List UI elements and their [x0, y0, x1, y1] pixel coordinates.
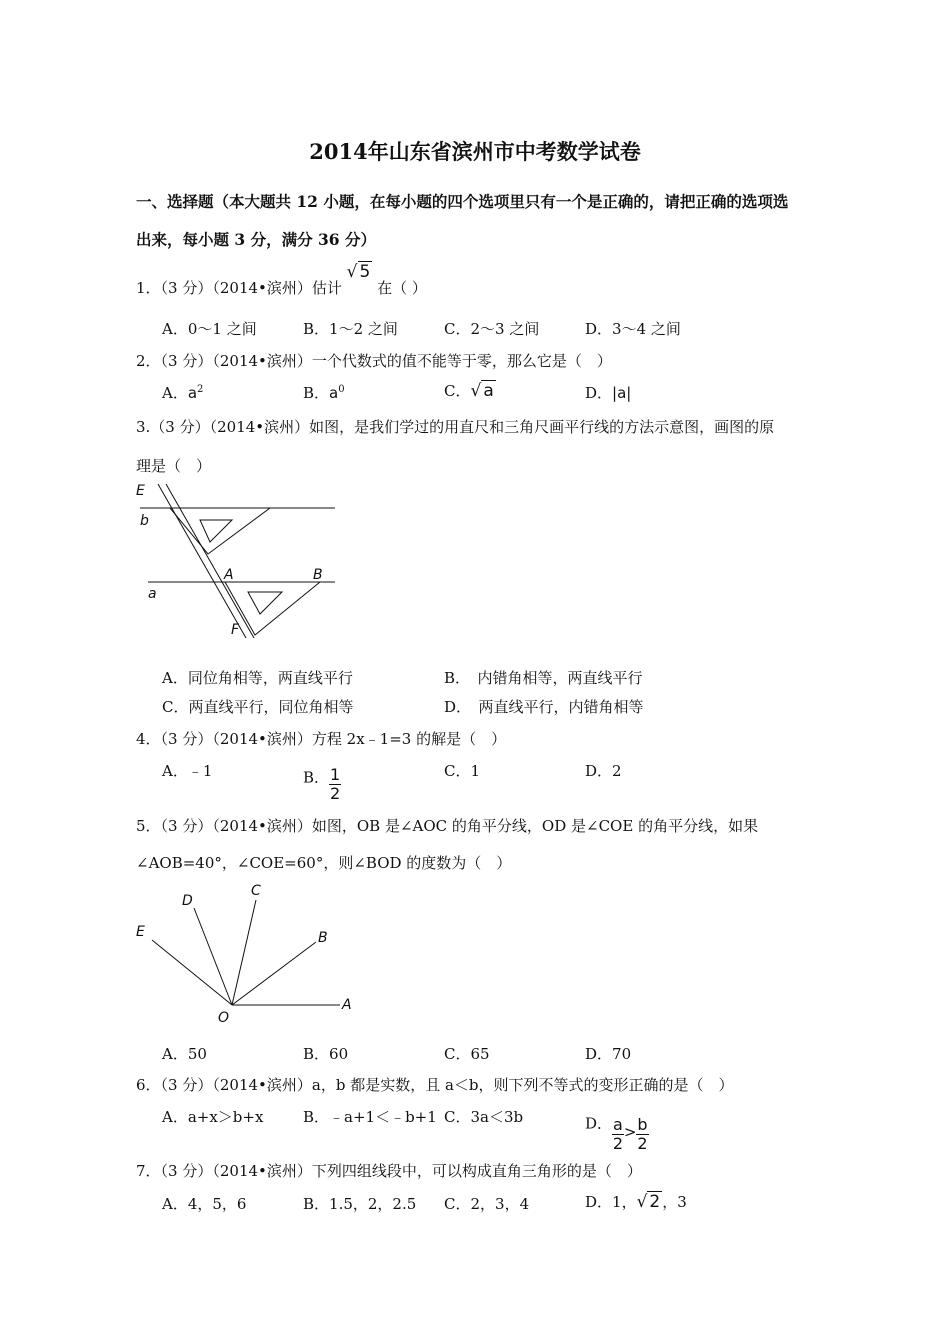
q2-option-d	[585, 382, 631, 403]
sqrt-5-radicand: 5	[359, 262, 371, 282]
fraction-numerator: b	[637, 1115, 648, 1134]
question-5-line2: ∠AOB=40°，∠COE=60°，则∠BOD 的度数为（ ）	[136, 854, 512, 872]
q2-option-a	[162, 382, 203, 403]
q6-option-d-label: D．	[585, 1114, 613, 1133]
triangle-bottom-inner	[248, 592, 282, 614]
question-1-prefix: 1．（3 分）（2014•滨州）估计	[136, 279, 342, 297]
q3-option-c: C．两直线平行，同位角相等	[162, 698, 354, 716]
q2-option-b-exp: 0	[338, 384, 345, 395]
q2-option-d-label: D．	[585, 384, 613, 402]
q3-option-b: B． 内错角相等，两直线平行	[444, 669, 643, 687]
q7-option-d	[585, 1191, 687, 1212]
q2-option-a-exp: 2	[197, 384, 204, 395]
q5-option-d: D．70	[585, 1045, 632, 1063]
question-4: 4．（3 分）（2014•滨州）方程 2x﹣1=3 的解是（ ）	[136, 730, 507, 748]
section-heading-line2: 出来，每小题 3 分，满分 36 分）	[136, 230, 376, 249]
sqrt-a-radicand: a	[483, 381, 494, 401]
page-title: 2014年山东省滨州市中考数学试卷	[309, 139, 641, 164]
ruler-edge-left	[158, 484, 246, 638]
greater-than-sign: >	[623, 1122, 637, 1141]
q5-option-c: C．65	[444, 1045, 490, 1063]
sqrt-a: √ a	[470, 381, 494, 401]
sqrt-5: √ 5	[346, 262, 371, 282]
question-1-suffix: 在（ ）	[377, 279, 427, 297]
triangle-top-inner	[200, 520, 232, 542]
q7-option-c: C．2，3，4	[444, 1195, 530, 1213]
q5-option-b: B．60	[303, 1045, 349, 1063]
label-E: E	[136, 483, 145, 499]
fraction-denominator: 2	[612, 1134, 624, 1153]
fraction-one-half	[329, 766, 341, 803]
label-B: B	[313, 567, 323, 583]
q1-option-c: C．2～3 之间	[444, 320, 540, 338]
q2-option-b-base: a	[329, 384, 339, 402]
question-7: 7．（3 分）（2014•滨州）下列四组线段中，可以构成直角三角形的是（ ）	[136, 1162, 642, 1180]
label-A: A	[342, 997, 352, 1013]
q2-option-b-label: B．	[303, 384, 330, 402]
fraction-b-over-2	[636, 1116, 648, 1153]
q2-option-c-label: C．	[444, 382, 471, 400]
q6-option-c: C．3a＜3b	[444, 1108, 524, 1126]
fraction-numerator: a	[613, 1115, 623, 1134]
ray-OE	[152, 940, 232, 1005]
label-E: E	[136, 924, 145, 940]
question-6: 6．（3 分）（2014•滨州）a，b 都是实数，且 a＜b，则下列不等式的变形正确的是（ ）	[136, 1076, 734, 1094]
label-F: F	[231, 622, 240, 638]
angle-bisector-figure	[130, 878, 360, 1028]
fraction-denominator: 2	[330, 784, 341, 803]
q4-option-a: A．﹣1	[162, 762, 213, 780]
ray-OD	[194, 908, 232, 1005]
q6-option-d	[585, 1106, 649, 1153]
q4-option-d: D．2	[585, 762, 622, 780]
question-5-line1: 5．（3 分）（2014•滨州）如图，OB 是∠AOC 的角平分线，OD 是∠COE 的角平分线，如果	[136, 817, 759, 835]
label-a: a	[148, 586, 157, 602]
q3-option-d: D． 两直线平行，内错角相等	[444, 698, 644, 716]
q2-option-b	[303, 382, 345, 403]
q2-option-c	[444, 380, 496, 401]
q6-option-a: A．a+x＞b+x	[162, 1108, 264, 1126]
q7-option-b: B．1.5，2，2.5	[303, 1195, 417, 1213]
q3-option-a: A．同位角相等，两直线平行	[162, 669, 353, 687]
label-A: A	[224, 567, 234, 583]
q2-option-a-base: a	[187, 384, 198, 402]
label-O: O	[218, 1010, 230, 1026]
q7-option-d-suffix: ，3	[662, 1193, 687, 1211]
q1-option-d: D．3～4 之间	[585, 320, 681, 338]
label-B: B	[318, 930, 328, 946]
fraction-numerator: 1	[330, 765, 341, 784]
question-2: 2．（3 分）（2014•滨州）一个代数式的值不能等于零，那么它是（ ）	[136, 352, 612, 370]
section-heading-line1: 一、选择题（本大题共 12 小题，在每小题的四个选项里只有一个是正确的，请把正确的选项选	[136, 192, 789, 211]
q1-option-a: A．0～1 之间	[162, 320, 257, 338]
q4-option-c: C．1	[444, 762, 481, 780]
fraction-denominator: 2	[637, 1134, 648, 1153]
q2-option-d-text: |a|	[612, 384, 632, 402]
q1-option-b: B．1～2 之间	[303, 320, 398, 338]
q5-option-a: A．50	[162, 1045, 207, 1063]
sqrt-2-radicand: 2	[649, 1192, 661, 1212]
q4-option-b	[303, 760, 341, 803]
q6-option-b: B．﹣a+1＜﹣b+1	[303, 1108, 437, 1126]
sqrt-2: √ 2	[636, 1192, 661, 1212]
label-C: C	[251, 883, 261, 899]
q7-option-d-label: D．1，	[585, 1193, 637, 1211]
question-3-line2: 理是（ ）	[136, 457, 212, 475]
q7-option-a: A．4，5，6	[162, 1195, 247, 1213]
parallel-lines-figure	[130, 478, 345, 643]
ruler-edge-right	[166, 484, 254, 638]
label-b: b	[140, 513, 149, 529]
q4-option-b-label: B．	[303, 768, 330, 787]
q2-option-a-label: A．	[162, 384, 188, 402]
question-1	[136, 262, 427, 298]
fraction-a-over-2	[612, 1116, 624, 1153]
label-D: D	[182, 893, 193, 909]
question-3-line1: 3.（3 分）（2014•滨州）如图，是我们学过的用直尺和三角尺画平行线的方法示意图，画图的原	[136, 418, 775, 436]
